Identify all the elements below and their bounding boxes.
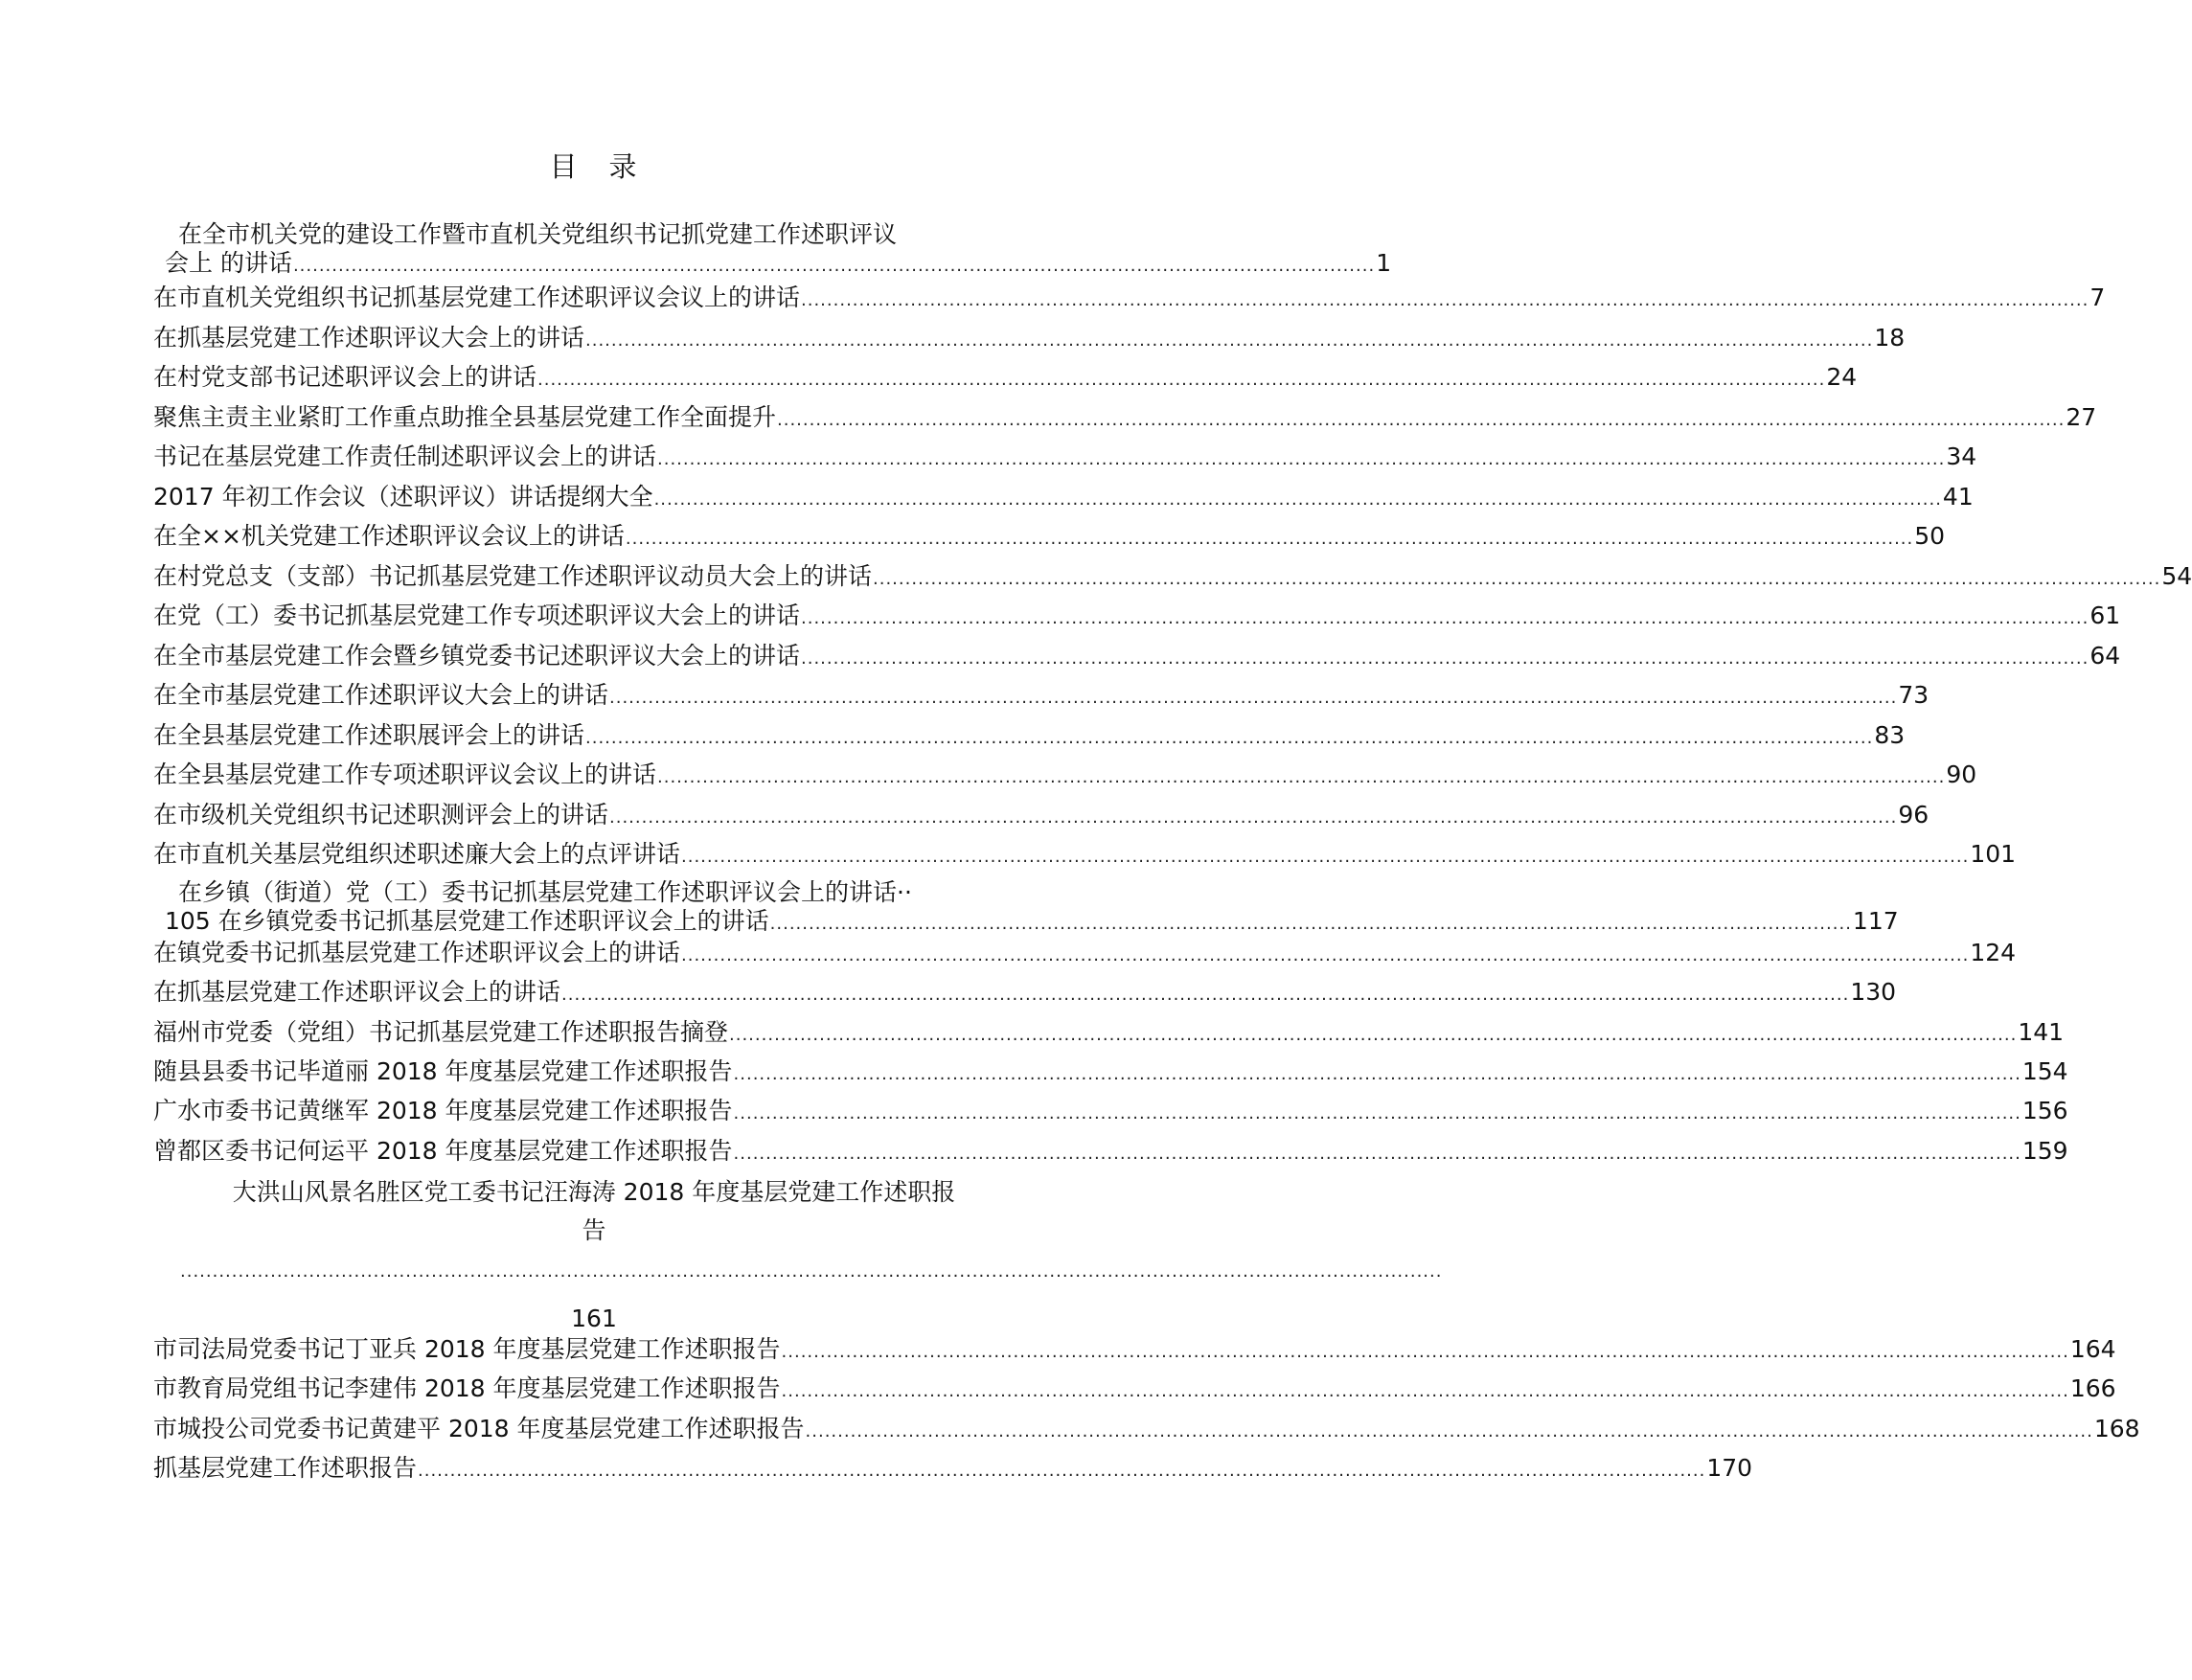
- toc-entry[interactable]: [153, 441, 1977, 473]
- dot-leader: ........................................................................................................................................................................................................: [733, 1063, 2021, 1084]
- toc-page-number: 18: [1874, 323, 1906, 352]
- toc-page-number: 96: [1898, 800, 1929, 829]
- dot-leader: ........................................................................................................................................................................................................: [777, 409, 2066, 430]
- dot-leader: ........................................................................................................................................................................................................: [733, 1103, 2021, 1124]
- toc-entry-title: 在镇党委书记抓基层党建工作述职评议会上的讲话: [153, 939, 681, 966]
- toc-entry-title: 在市级机关党组织书记述职测评会上的讲话: [153, 800, 609, 829]
- toc-page-number: 73: [1898, 681, 1929, 709]
- toc-entry-broken-line2: 105 在乡镇党委书记抓基层党建工作述职评议会上的讲话: [165, 907, 769, 935]
- dot-leader: ........................................................................................................................................................................................................: [801, 290, 2089, 310]
- toc-page-number: 34: [1946, 443, 1977, 470]
- toc-entry[interactable]: [153, 1373, 2116, 1405]
- toc-page-number: 166: [2069, 1374, 2116, 1403]
- toc-entry[interactable]: [153, 640, 2121, 672]
- toc-entry[interactable]: [153, 976, 1897, 1009]
- toc-page-number: 154: [2021, 1056, 2068, 1085]
- dot-leader: ........................................................................................................................................................................................................: [585, 329, 1874, 351]
- toc-entry[interactable]: [153, 679, 1929, 712]
- toc-page-number: 64: [2089, 641, 2121, 670]
- toc-page-number: 156: [2021, 1097, 2068, 1125]
- toc-entry-title: 在全××机关党建工作述职评议会议上的讲话: [153, 522, 625, 550]
- toc-entry-title: 市教育局党组书记李建伟 2018 年度基层党建工作述职报告: [153, 1374, 781, 1403]
- toc-entry-title: 在村党支部书记述职评议会上的讲话: [153, 363, 537, 391]
- dot-leader: ........................................................................................................................................................................................................: [537, 370, 1826, 390]
- dot-leader: ....................................................................................................................................................................................................: [180, 1261, 1443, 1282]
- dot-leader: ........................................................................................................................................................................................................: [801, 647, 2089, 669]
- toc-entry[interactable]: [153, 838, 2017, 871]
- toc-page-number: 90: [1946, 761, 1977, 788]
- toc-entry-title: 在党（工）委书记抓基层党建工作专项述职评议大会上的讲话: [153, 602, 801, 629]
- toc-entry[interactable]: [153, 1016, 2065, 1049]
- toc-page-number: 7: [2089, 284, 2106, 311]
- dot-leader: ........................................................................................................................................................................................................: [733, 1143, 2021, 1164]
- toc-entry-1-line2: 会上 的讲话: [165, 249, 292, 277]
- toc-page-number: 27: [2066, 402, 2097, 431]
- toc-page-number: 168: [2093, 1414, 2140, 1442]
- toc-entry-title: 市司法局党委书记丁亚兵 2018 年度基层党建工作述职报告: [153, 1335, 781, 1363]
- toc-entry-broken-line1[interactable]: 在乡镇（街道）党（工）委书记抓基层党建工作述职评议会上的讲话··: [178, 878, 912, 906]
- toc-entry[interactable]: [153, 719, 1906, 752]
- toc-entry[interactable]: [153, 361, 1858, 394]
- toc-entry-title: 曾都区委书记何运平 2018 年度基层党建工作述职报告: [153, 1136, 733, 1165]
- toc-page-number: 124: [1970, 939, 2017, 966]
- toc-entry[interactable]: [153, 520, 1946, 553]
- toc-entry[interactable]: [153, 401, 2097, 434]
- toc-entry-centered-line2: 告: [582, 1216, 606, 1244]
- toc-page-number: 141: [2018, 1017, 2065, 1046]
- toc-entry-title: 在全市基层党建工作会暨乡镇党委书记述职评议大会上的讲话: [153, 641, 801, 670]
- dot-leader: ........................................................................................................................................................................................................: [681, 847, 1970, 867]
- dot-leader: ........................................................................................................................................................................................................: [657, 449, 1946, 469]
- toc-entry-title: 随县县委书记毕道丽 2018 年度基层党建工作述职报告: [153, 1056, 733, 1085]
- dot-leader: ........................................................................................................................................................................................................: [625, 529, 1914, 549]
- toc-entry[interactable]: [153, 759, 1977, 791]
- dot-leader: ........................................................................................................................................................................................................: [781, 1381, 2069, 1402]
- toc-entry[interactable]: [153, 1413, 2140, 1445]
- toc-entry-title: 书记在基层党建工作责任制述职评议会上的讲话: [153, 443, 657, 470]
- toc-entry[interactable]: [153, 1333, 2116, 1366]
- toc-entry[interactable]: [153, 481, 1974, 513]
- toc-page-number: 161: [571, 1305, 617, 1332]
- toc-entry-title: 在抓基层党建工作述职评议会上的讲话: [153, 978, 561, 1007]
- toc-entry[interactable]: [153, 1135, 2068, 1168]
- page-title: 目 录: [549, 150, 639, 183]
- toc-entry-title: 在全县基层党建工作述职展评会上的讲话: [153, 720, 585, 749]
- toc-page-number: 41: [1942, 482, 1974, 511]
- toc-page-number: 1: [1376, 249, 1392, 277]
- toc-page-number: 50: [1914, 522, 1946, 550]
- dot-leader: ........................................................................................................................................................................................................: [653, 488, 1942, 510]
- dot-leader: ........................................................................................................................................................................................................: [805, 1420, 2093, 1442]
- toc-entry-title: 在全市基层党建工作述职评议大会上的讲话: [153, 681, 609, 709]
- dot-leader: ........................................................................................................................................................................................................: [781, 1342, 2069, 1362]
- toc-entry[interactable]: [153, 282, 2106, 314]
- toc-entry[interactable]: [153, 937, 2017, 969]
- toc-page-number: 130: [1850, 978, 1897, 1007]
- dot-leader: ........................................................................................................................................................................................................: [681, 945, 1970, 965]
- toc-entry-title: 聚焦主责主业紧盯工作重点助推全县基层党建工作全面提升: [153, 402, 777, 431]
- toc-entry-broken[interactable]: [165, 905, 1899, 938]
- dot-leader: ........................................................................................................................................................................: [292, 256, 1376, 276]
- dot-leader: ........................................................................................................................................................................................................: [873, 568, 2161, 589]
- toc-page-number: 101: [1970, 840, 2017, 868]
- toc-entry-title: 抓基层党建工作述职报告: [153, 1453, 418, 1482]
- toc-entry[interactable]: [153, 322, 1906, 354]
- toc-page-number: 117: [1852, 907, 1899, 935]
- toc-entry[interactable]: [153, 1452, 1753, 1485]
- toc-entry-title: 在村党总支（支部）书记抓基层党建工作述职评议动员大会上的讲话: [153, 561, 873, 590]
- toc-entry-title: 在市直机关基层党组织述职述廉大会上的点评讲话: [153, 840, 681, 868]
- dot-leader: ........................................................................................................................................................................................................: [801, 608, 2089, 628]
- toc-entry[interactable]: [153, 799, 1929, 831]
- toc-entry-title: 市城投公司党委书记黄建平 2018 年度基层党建工作述职报告: [153, 1414, 805, 1442]
- toc-page-number: 83: [1874, 720, 1906, 749]
- toc-entry-1-line1[interactable]: 在全市机关党的建设工作暨市直机关党组织书记抓党建工作述职评议: [178, 220, 898, 248]
- dot-leader: ........................................................................................................................................................................................................: [657, 767, 1946, 787]
- toc-page-number: 159: [2021, 1136, 2068, 1165]
- toc-entry[interactable]: [153, 560, 2192, 593]
- toc-page-number: 54: [2161, 561, 2192, 590]
- dot-leader: ........................................................................................................................................................................................................: [585, 727, 1874, 748]
- dot-leader: ........................................................................................................................................................................................................: [609, 806, 1898, 828]
- dot-leader: ........................................................................................................................................................................................................: [418, 1460, 1706, 1481]
- toc-entry-1[interactable]: [165, 247, 1392, 280]
- toc-page-number: 61: [2089, 602, 2121, 629]
- toc-page-number: 170: [1706, 1453, 1753, 1482]
- toc-page-number: 164: [2069, 1335, 2116, 1363]
- dot-leader: ........................................................................................................................................................................................................: [561, 985, 1850, 1006]
- toc-entry-title: 在市直机关党组织书记抓基层党建工作述职评议会议上的讲话: [153, 284, 801, 311]
- dot-leader: ........................................................................................................................................................................: [769, 914, 1852, 934]
- dot-leader: ........................................................................................................................................................................................................: [609, 688, 1898, 708]
- toc-entry[interactable]: [153, 600, 2121, 632]
- toc-entry-title: 在全县基层党建工作专项述职评议会议上的讲话: [153, 761, 657, 788]
- toc-entry-title: 2017 年初工作会议（述职评议）讲话提纲大全: [153, 482, 653, 511]
- toc-entry-title: 福州市党委（党组）书记抓基层党建工作述职报告摘登: [153, 1017, 729, 1046]
- toc-entry-centered-line1[interactable]: 大洪山风景名胜区党工委书记汪海涛 2018 年度基层党建工作述职报: [232, 1178, 956, 1206]
- toc-page-number: 24: [1826, 363, 1858, 391]
- toc-entry-title: 广水市委书记黄继军 2018 年度基层党建工作述职报告: [153, 1097, 733, 1125]
- toc-entry[interactable]: [153, 1056, 2068, 1088]
- toc-entry[interactable]: [153, 1095, 2068, 1127]
- toc-entry-title: 在抓基层党建工作述职评议大会上的讲话: [153, 323, 585, 352]
- dot-leader: ........................................................................................................................................................................................................: [729, 1024, 2018, 1045]
